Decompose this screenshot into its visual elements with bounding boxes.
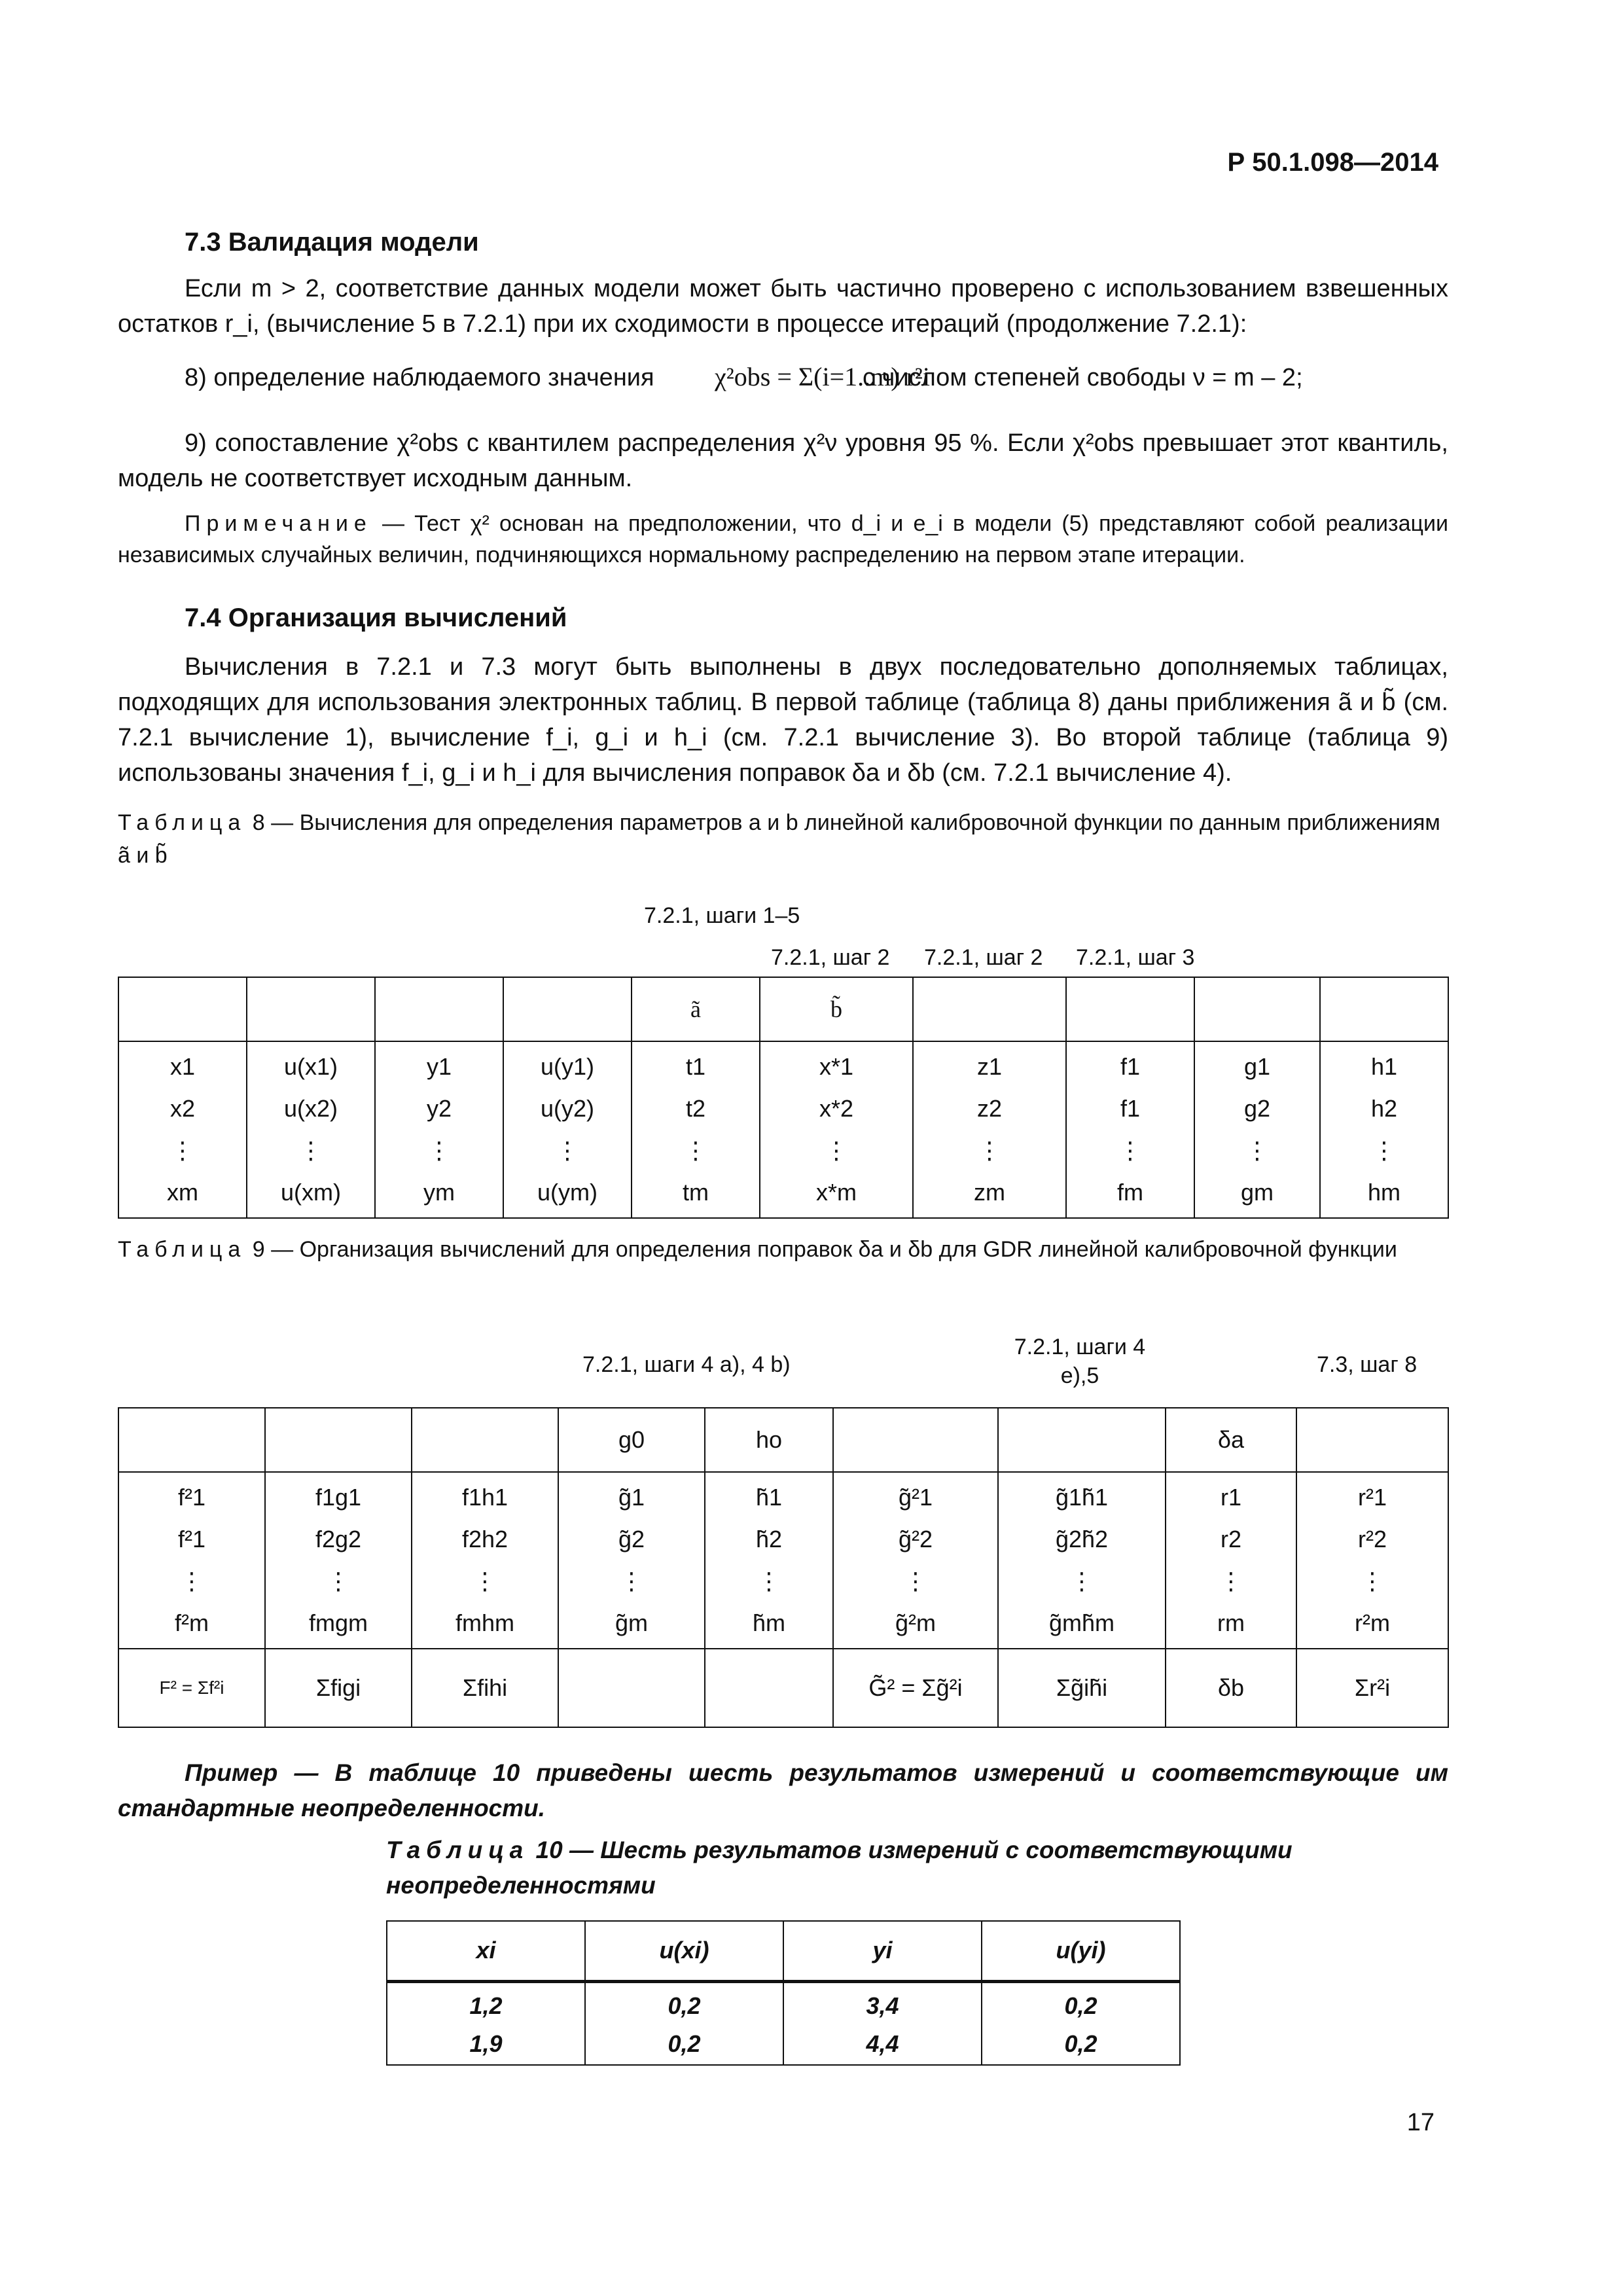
table-10-header-yi: yi [783, 1921, 982, 1981]
table-9-caption-number: 9 [252, 1237, 265, 1262]
table-8-col-z: z1 z2 ⋮ zm [913, 1041, 1066, 1218]
table-8-col-h: h1 h2 ⋮ hm [1320, 1041, 1448, 1218]
table-8-header-cell [247, 977, 375, 1041]
table-10-cell: 4,4 [783, 2023, 982, 2065]
table-9-group-label-steps-4ab: 7.2.1, шаги 4 a), 4 b) [582, 1352, 791, 1377]
table-10 [386, 1920, 1181, 2066]
document-number: Р 50.1.098—2014 [1227, 148, 1438, 177]
table-10-cell: 1,2 [387, 1981, 585, 2023]
table-9-col-fg: f1g1 f2g2 ⋮ fmgm [265, 1472, 412, 1649]
note-label: Примечание [185, 511, 372, 536]
table-10-header-uxi: u(xi) [585, 1921, 783, 1981]
table-8-header-cell [1194, 977, 1320, 1041]
table-9-sum-cell: Σfihi [412, 1649, 558, 1727]
table-10-cell: 0,2 [585, 2023, 783, 2065]
table-8-data-row [118, 1041, 1448, 1218]
table-9-col-g-tilde-squared: g̃²1 g̃²2 ⋮ g̃²m [833, 1472, 998, 1649]
table-9-header-cell [118, 1408, 265, 1472]
table-9-col-f-squared: f²1 f²1 ⋮ f²m [118, 1472, 265, 1649]
table-9-caption-label: Таблица [118, 1237, 247, 1262]
step-9-paragraph: 9) сопоставление χ²obs с квантилем распределения χ²ν уровня 95 %. Если χ²obs превышает этот квантиль, модель не соответствует исходным данным. [118, 429, 1448, 492]
table-9-header-row [118, 1408, 1448, 1472]
table-10-cell: 0,2 [585, 1981, 783, 2023]
table-9-header-cell [833, 1408, 998, 1472]
table-9-col-h-tilde: h̃1 h̃2 ⋮ h̃m [705, 1472, 833, 1649]
table-10-cell: 3,4 [783, 1981, 982, 2023]
table-10-cell: 0,2 [982, 2023, 1180, 2065]
table-8-header-cell [118, 977, 247, 1041]
table-8-caption [118, 806, 1448, 872]
table-8-header-a-tilde: ã [632, 977, 760, 1041]
table-9-header-ho: ho [705, 1408, 833, 1472]
table-8-header-cell [1066, 977, 1194, 1041]
table-8-group-label-step-2b: 7.2.1, шаг 2 [924, 945, 1043, 970]
table-8-col-g: g1 g2 ⋮ gm [1194, 1041, 1320, 1218]
section-7-4-title: 7.4 Организация вычислений [185, 603, 567, 632]
table-8-header-row [118, 977, 1448, 1041]
table-9-col-fh: f1h1 f2h2 ⋮ fmhm [412, 1472, 558, 1649]
table-row [387, 1981, 1180, 2023]
table-9-header-cell [1296, 1408, 1448, 1472]
section-7-3-paragraph: Если m > 2, соответствие данных модели может быть частично проверено с использованием взвешенных остатков r_i, (вычисление 5 в 7.2.1) при их сходимости в процессе итераций (продолжение 7.2.1): [118, 275, 1448, 338]
table-9-sum-cell [705, 1649, 833, 1727]
table-9-data-row [118, 1472, 1448, 1649]
table-9-caption [118, 1233, 1448, 1266]
table-9-sum-row [118, 1649, 1448, 1727]
table-9-header-cell [998, 1408, 1166, 1472]
table-9-header-cell [412, 1408, 558, 1472]
step-8-line [185, 346, 1448, 418]
table-8-col-uy: u(y1) u(y2) ⋮ u(ym) [503, 1041, 632, 1218]
table-9 [118, 1407, 1449, 1728]
table-10-caption-label: Таблица [386, 1837, 529, 1863]
section-7-3-title: 7.3 Валидация модели [185, 228, 479, 257]
table-8-header-cell [913, 977, 1066, 1041]
table-8-header-cell [503, 977, 632, 1041]
table-10-cell: 1,9 [387, 2023, 585, 2065]
table-8-col-f: f1 f1 ⋮ fm [1066, 1041, 1194, 1218]
table-8-caption-label: Таблица [118, 810, 247, 835]
table-9-sum-cell: G̃² = Σg̃²i [833, 1649, 998, 1727]
note-text: — Тест χ² основан на предположении, что d_i и e_i в модели (5) представляют собой реализации независимых случайных величин, подчиняющихся нормальному распределению на первом этапе итерации. [118, 511, 1448, 567]
table-9-sum-cell: F² = Σf²i [118, 1649, 265, 1727]
table-8-col-y: y1 y2 ⋮ ym [375, 1041, 503, 1218]
table-8-caption-text: — Вычисления для определения параметров a и b линейной калибровочной функции по данным приближениям ã и b̃ [118, 810, 1440, 868]
table-8-col-t: t1 t2 ⋮ tm [632, 1041, 760, 1218]
table-8-col-x-star: x*1 x*2 ⋮ x*m [760, 1041, 913, 1218]
table-10-caption-number: 10 [535, 1837, 563, 1863]
table-8-caption-number: 8 [252, 810, 265, 835]
table-10-cell: 0,2 [982, 1981, 1180, 2023]
table-9-sum-cell: Σfigi [265, 1649, 412, 1727]
table-row [387, 2023, 1180, 2065]
note [118, 508, 1448, 571]
table-8-header-cell [1320, 977, 1448, 1041]
table-10-caption [386, 1833, 1448, 1903]
table-9-col-g-tilde: g̃1 g̃2 ⋮ g̃m [558, 1472, 705, 1649]
table-8-group-label-step-3: 7.2.1, шаг 3 [1076, 945, 1195, 970]
chi-square-formula: χ²obs = Σ(i=1..m) r²i [715, 362, 931, 391]
table-9-header-cell [265, 1408, 412, 1472]
table-9-caption-text: — Организация вычислений для определения поправок δa и δb для GDR линейной калибровочной функции [271, 1237, 1397, 1262]
table-9-col-gh-tilde: g̃1h̃1 g̃2h̃2 ⋮ g̃mh̃m [998, 1472, 1166, 1649]
table-9-sum-cell: Σr²i [1296, 1649, 1448, 1727]
table-9-sum-cell [558, 1649, 705, 1727]
table-10-header-row [387, 1921, 1180, 1981]
table-8 [118, 977, 1449, 1219]
table-9-group-label-steps-4e-5: 7.2.1, шаги 4 е),5 [1014, 1335, 1146, 1388]
step-8-prefix: 8) определение наблюдаемого значения [185, 364, 654, 391]
table-8-group-label-steps-1-5: 7.2.1, шаги 1–5 [644, 903, 800, 928]
section-7-4-paragraph: Вычисления в 7.2.1 и 7.3 могут быть выполнены в двух последовательно дополняемых таблицах, подходящих для использования электронных таблиц. В первой таблице (таблица 8) даны приближения ã и b̃ (см. 7.2.1 вычисление 1), вычисление f_i, g_i и h_i (см. 7.2.1 вычисление 3). Во второй таблице (таблица 9) использованы значения f_i, g_i и h_i для вычисления поправок δa и δb (см. 7.2.1 вычисление 4). [118, 653, 1448, 787]
step-8-suffix: с числом степеней свободы ν = m – 2; [863, 364, 1303, 391]
table-9-header-g0: g0 [558, 1408, 705, 1472]
table-8-group-label-step-2a: 7.2.1, шаг 2 [771, 945, 890, 970]
table-10-header-xi: xi [387, 1921, 585, 1981]
table-10-header-uyi: u(yi) [982, 1921, 1180, 1981]
table-8-header-cell [375, 977, 503, 1041]
example-paragraph: Пример — В таблице 10 приведены шесть результатов измерений и соответствующие им стандартные неопределенности. [118, 1759, 1448, 1821]
table-9-col-r-squared: r²1 r²2 ⋮ r²m [1296, 1472, 1448, 1649]
table-8-col-ux: u(x1) u(x2) ⋮ u(xm) [247, 1041, 375, 1218]
table-9-header-delta-a: δa [1166, 1408, 1296, 1472]
table-9-sum-cell: Σg̃ih̃i [998, 1649, 1166, 1727]
table-8-header-b-tilde: b̃ [760, 977, 913, 1041]
page-number: 17 [1406, 2109, 1435, 2136]
table-8-col-x: x1 x2 ⋮ xm [118, 1041, 247, 1218]
table-10-caption-text: — Шесть результатов измерений с соответствующими неопределенностями [386, 1837, 1293, 1899]
table-9-col-r: r1 r2 ⋮ rm [1166, 1472, 1296, 1649]
table-9-group-label-step-8: 7.3, шаг 8 [1317, 1352, 1418, 1377]
table-9-sum-cell: δb [1166, 1649, 1296, 1727]
